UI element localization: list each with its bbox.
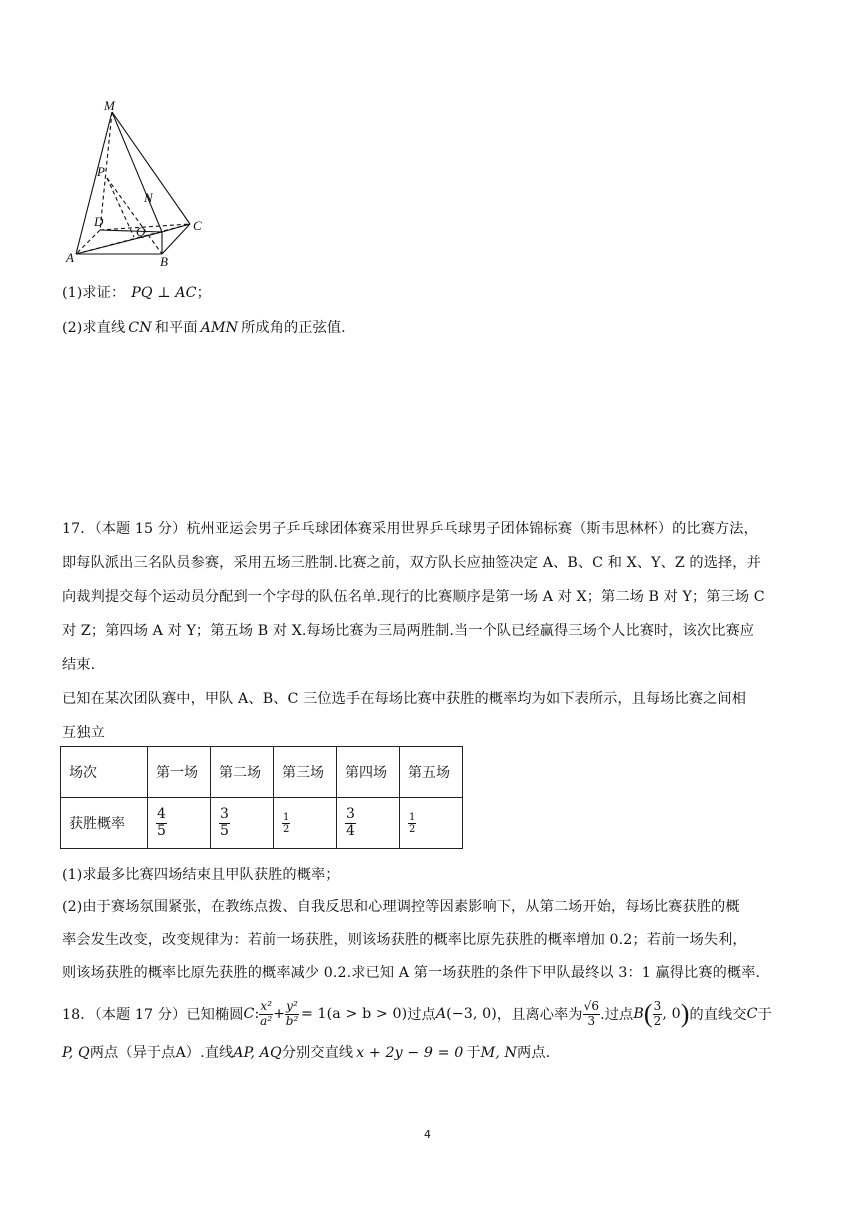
label-N: N xyxy=(144,190,153,205)
q17-line-7: 互独立 xyxy=(62,725,105,741)
table-header-cell: 第五场 xyxy=(400,747,463,798)
q16-part1-formula: PQ ⊥ AC xyxy=(131,285,197,301)
page-number: 4 xyxy=(424,1128,431,1141)
probability-table xyxy=(60,746,463,849)
label-A: A xyxy=(66,250,74,265)
q17-part2-line-2: 率会发生改变，改变规律为：若前一场获胜，则该场获胜的概率比原先获胜的概率增加 0.2；若前一场失利， xyxy=(62,932,747,948)
fraction-x2-a2: $\frac{\text{x²}}{\text{a²}}$ xyxy=(260,999,273,1028)
q17-line-4: 对 Z；第四场 A 对 Y；第五场 B 对 X.每场比赛为三局两胜制.当一个队已经赢得三场个人比赛时，该次比赛应 xyxy=(62,623,755,639)
table-header-row xyxy=(61,747,463,798)
label-M: M xyxy=(104,98,115,113)
prob-cell: $\frac{3}{4}$ xyxy=(337,798,400,849)
q17-line-6: 已知在某次团队赛中，甲队 A、B、C 三位选手在每场比赛中获胜的概率均为如下表所示，且每场比赛之间相 xyxy=(62,691,746,707)
label-C: C xyxy=(193,218,202,233)
label-B: B xyxy=(160,254,168,269)
prob-cell: $\frac{4}{5}$ xyxy=(148,798,211,849)
q16-part1: (1)求证： PQ ⊥ AC； xyxy=(62,285,211,301)
table-header-cell: 第二场 xyxy=(211,747,274,798)
q16-part2: (2)求直线 CN 和平面 AMN 所成角的正弦值. xyxy=(62,320,346,336)
table-header-cell: 第一场 xyxy=(148,747,211,798)
table-row xyxy=(61,798,463,849)
q17-part2-line-3: 则该场获胜的概率比原先获胜的概率减少 0.2.求已知 A 第一场获胜的条件下甲队最终以 3：1 赢得比赛的概率. xyxy=(62,965,761,981)
label-Q: Q xyxy=(136,224,146,239)
prob-cell: $\frac{1}{2}$ xyxy=(400,798,463,849)
fraction-sqrt6-3: $\frac{√6}{3}$ xyxy=(583,999,600,1028)
q18-line-2: P, Q两点（异于点A）.直线AP, AQ分别交直线 x + 2y − 9 = 0 于M, N两点. xyxy=(62,1045,551,1061)
q17-line-1: 17．（本题 15 分）杭州亚运会男子乒乓球团体赛采用世界乒乓球男子团体锦标赛（斯韦思林杯）的比赛方法， xyxy=(62,521,758,537)
label-D: D xyxy=(94,214,104,229)
q17-line-3: 向裁判提交每个运动员分配到一个字母的队伍名单.现行的比赛顺序是第一场 A 对 X；第二场 B 对 Y；第三场 C xyxy=(62,589,765,605)
prob-cell: $\frac{3}{5}$ xyxy=(211,798,274,849)
q17-part1: (1)求最多比赛四场结束且甲队获胜的概率； xyxy=(62,867,340,883)
q18-line-1: 18．（本题 17 分）已知椭圆 C : $\frac{\text{x²}}{\text{a²}}$ + $\frac{\text{y²}}{\text{b²}}$ = 1(a > b > 0) 过点 A (−3, 0) ，且离心率为 $\frac{√6}{3}$ .过点 B ( $\frac{3}{2}$ , 0 ) 的直线交 C 于 xyxy=(62,999,772,1028)
q17-line-2: 即每队派出三名队员参赛，采用五场三胜制.比赛之前，双方队长应抽签决定 A、B、C 和 X、Y、Z 的选择，并 xyxy=(62,555,761,571)
table-header-cell: 第三场 xyxy=(274,747,337,798)
table-header-cell: 场次 xyxy=(61,747,148,798)
fraction-3-2: $\frac{3}{2}$ xyxy=(653,999,662,1028)
table-header-cell: 第四场 xyxy=(337,747,400,798)
fraction-y2-b2: $\frac{\text{y²}}{\text{b²}}$ xyxy=(285,999,299,1028)
q17-part2-line-1: (2)由于赛场氛围紧张，在教练点拨、自我反思和心理调控等因素影响下，从第二场开始，每场比赛获胜的概 xyxy=(62,899,740,915)
label-P: P xyxy=(97,164,105,179)
row-label: 获胜概率 xyxy=(61,798,148,849)
prob-cell: $\frac{1}{2}$ xyxy=(274,798,337,849)
pyramid-figure xyxy=(60,96,220,276)
q17-line-5: 结束. xyxy=(62,657,96,673)
